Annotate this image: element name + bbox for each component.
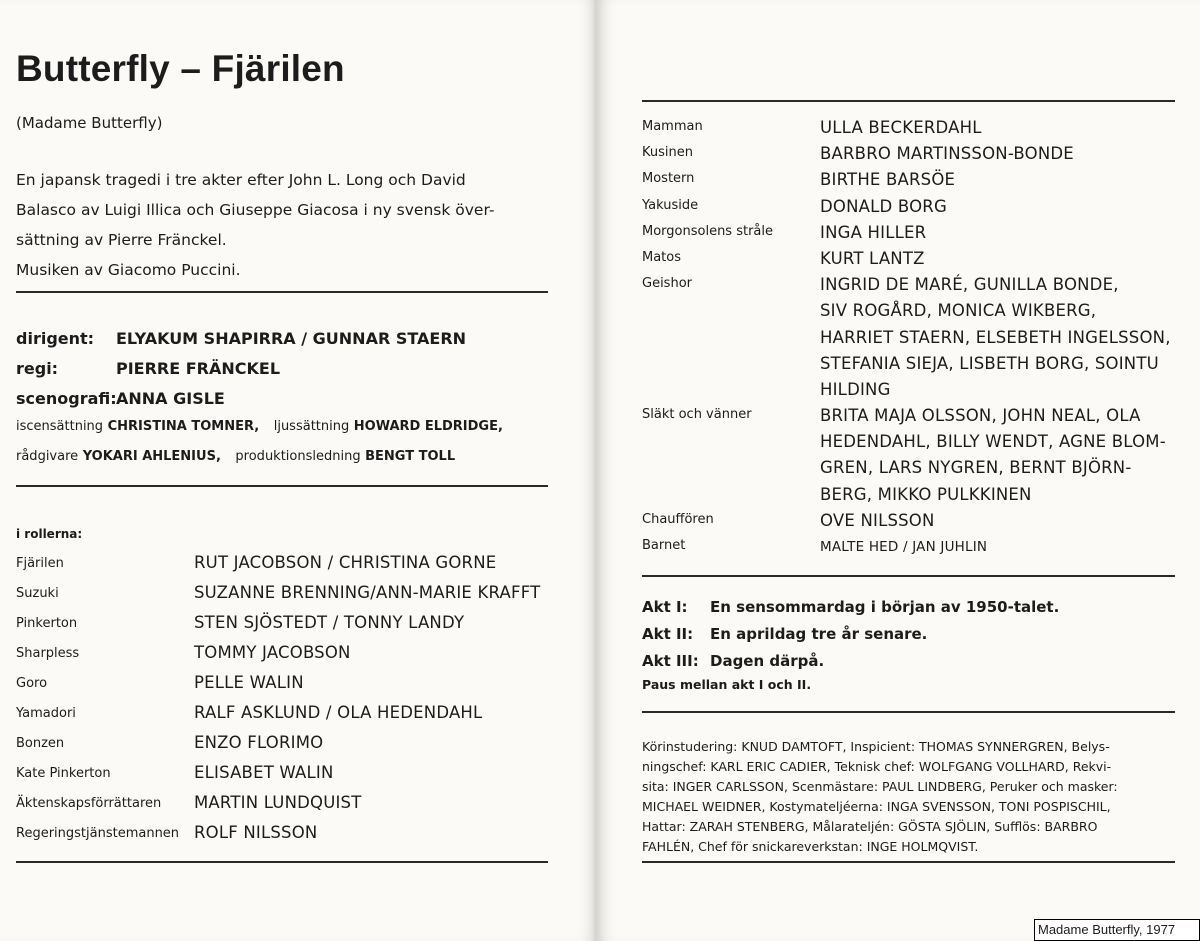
actor-name: BARBRO MARTINSSON-BONDE	[820, 144, 1074, 164]
staff-line: ningschef: KARL ERIC CADIER, Teknisk chef: WOLFGANG VOLLHARD, Rekvi-	[642, 759, 1112, 774]
credit-value: HOWARD ELDRIDGE,	[353, 419, 503, 434]
act-text: En aprildag tre år senare.	[710, 625, 928, 643]
credit-label: produktionsledning	[235, 449, 361, 464]
actor-name: DONALD BORG	[820, 196, 947, 216]
staff-line: Körinstudering: KNUD DAMTOFT, Inspicient: THOMAS SYNNERGREN, Belys-	[642, 739, 1110, 754]
credit-row-small	[16, 419, 503, 449]
divider	[642, 100, 1175, 102]
intro-line: Musiken av Giacomo Puccini.	[16, 261, 241, 279]
actor-name: RUT JACOBSON / CHRISTINA GORNE	[194, 553, 497, 572]
credit-label: iscensättning	[16, 419, 104, 434]
role-name: Regeringstjänstemannen	[16, 826, 180, 841]
program-title: Butterfly – Fjärilen	[16, 48, 345, 89]
role-name: Barnet	[642, 538, 686, 553]
act-row	[642, 652, 1059, 679]
staff-line: sita: INGER CARLSSON, Scenmästare: PAUL LINDBERG, Peruker och masker:	[642, 779, 1118, 794]
actor-name: STEFANIA SIEJA, LISBETH BORG, SOINTU	[820, 353, 1159, 373]
act-label: Akt I:	[642, 598, 688, 616]
actor-name: MALTE HED / JAN JUHLIN	[820, 539, 988, 555]
act-text: Dagen därpå.	[710, 652, 825, 670]
act-row	[642, 598, 1059, 625]
actor-name: INGRID DE MARÉ, GUNILLA BONDE,	[820, 275, 1119, 295]
actor-name: GREN, LARS NYGREN, BERNT BJÖRN-	[820, 458, 1132, 478]
actor-name: ULLA BECKERDAHL	[820, 118, 982, 137]
credit-label: scenografi:	[16, 389, 117, 408]
credit-value: PIERRE FRÄNCKEL	[116, 359, 281, 378]
role-name: Mamman	[642, 119, 703, 134]
credit-label: dirigent:	[16, 329, 95, 348]
role-name: Sharpless	[16, 646, 80, 661]
divider	[16, 485, 548, 487]
credit-value: YOKARI AHLENIUS,	[82, 449, 221, 464]
role-name: Äktenskapsförrättaren	[16, 796, 162, 811]
divider	[642, 861, 1175, 863]
divider	[642, 575, 1175, 577]
staff-line: MICHAEL WEIDNER, Kostymateljéerna: INGA SVENSSON, TONI POSPISCHIL,	[642, 799, 1111, 814]
actor-name: KURT LANTZ	[820, 248, 925, 268]
intro-line: sättning av Pierre Fränckel.	[16, 231, 227, 249]
program-subtitle: (Madame Butterfly)	[16, 114, 163, 132]
credit-value: CHRISTINA TOMNER,	[107, 419, 260, 434]
actor-name: PELLE WALIN	[194, 673, 304, 692]
intro-text	[16, 165, 494, 285]
actor-name: BIRTHE BARSÖE	[820, 170, 956, 190]
credit-value: ELYAKUM SHAPIRRA / GUNNAR STAERN	[116, 329, 467, 348]
role-name: Goro	[16, 676, 48, 691]
staff-line: Hattar: ZARAH STENBERG, Målarateljén: GÖSTA SJÖLIN, Sufflös: BARBRO	[642, 819, 1098, 834]
role-name: Morgonsolens stråle	[642, 223, 774, 239]
staff-credits	[642, 737, 1118, 857]
role-name: Mostern	[642, 171, 695, 187]
credit-label: regi:	[16, 359, 59, 378]
actor-name: ENZO FLORIMO	[194, 733, 324, 752]
role-name: Släkt och vänner	[642, 407, 752, 423]
actor-name: SIV ROGÅRD, MONICA WIKBERG,	[820, 301, 1097, 321]
cast-heading: i rollerna:	[16, 527, 83, 541]
role-name: Chauffören	[642, 511, 714, 527]
credit-value: BENGT TOLL	[365, 449, 456, 464]
actor-name: ELISABET WALIN	[194, 763, 334, 782]
intro-line: En japansk tragedi i tre akter efter John L. Long och David	[16, 171, 466, 189]
actor-name: HILDING	[820, 379, 891, 399]
actor-name: OVE NILSSON	[820, 510, 935, 530]
role-name: Kate Pinkerton	[16, 766, 111, 781]
role-name: Geishor	[642, 276, 692, 292]
role-name: Yamadori	[16, 706, 76, 721]
divider	[642, 711, 1175, 713]
act-label: Akt II:	[642, 625, 694, 643]
actor-name: STEN SJÖSTEDT / TONNY LANDY	[194, 613, 465, 632]
role-name: Matos	[642, 249, 682, 265]
actor-name: BERG, MIKKO PULKKINEN	[820, 484, 1032, 504]
actor-name: MARTIN LUNDQUIST	[194, 793, 362, 812]
intro-line: Balasco av Luigi Illica och Giuseppe Giacosa i ny svensk över-	[16, 201, 495, 219]
actor-name: RALF ASKLUND / OLA HEDENDAHL	[194, 703, 483, 722]
credit-label: ljussättning	[273, 419, 350, 434]
role-name: Yakuside	[642, 197, 699, 213]
act-label: Akt III:	[642, 652, 699, 670]
role-name: Bonzen	[16, 736, 65, 751]
staff-line: FAHLÉN, Chef för snickareverkstan: INGE HOLMQVIST.	[642, 839, 979, 854]
actor-name: BRITA MAJA OLSSON, JOHN NEAL, OLA	[820, 406, 1141, 426]
actor-name: INGA HILLER	[820, 222, 927, 242]
credit-row	[16, 359, 503, 389]
actor-name: HEDENDAHL, BILLY WENDT, AGNE BLOM-	[820, 432, 1166, 452]
divider	[16, 861, 548, 863]
credit-row	[16, 389, 503, 419]
image-caption: Madame Butterfly, 1977	[1034, 919, 1200, 941]
credit-row	[16, 329, 503, 359]
actor-name: ROLF NILSSON	[194, 823, 318, 842]
actor-name: TOMMY JACOBSON	[194, 643, 351, 662]
production-credits	[16, 329, 503, 479]
actor-name: HARRIET STAERN, ELSEBETH INGELSSON,	[820, 327, 1171, 347]
act-text: En sensommardag i början av 1950-talet.	[710, 598, 1060, 616]
left-page	[0, 0, 597, 941]
actor-name: SUZANNE BRENNING/ANN-MARIE KRAFFT	[194, 583, 541, 602]
credit-value: ANNA GISLE	[116, 389, 225, 408]
act-row	[642, 625, 1059, 652]
acts-summary	[642, 598, 1059, 692]
role-name: Kusinen	[642, 145, 693, 161]
role-name: Fjärilen	[16, 556, 64, 571]
credit-row-small	[16, 449, 503, 479]
pause-note: Paus mellan akt I och II.	[642, 677, 812, 692]
role-name: Suzuki	[16, 586, 59, 601]
role-name: Pinkerton	[16, 616, 78, 631]
credit-label: rådgivare	[16, 449, 79, 464]
divider	[16, 291, 548, 293]
